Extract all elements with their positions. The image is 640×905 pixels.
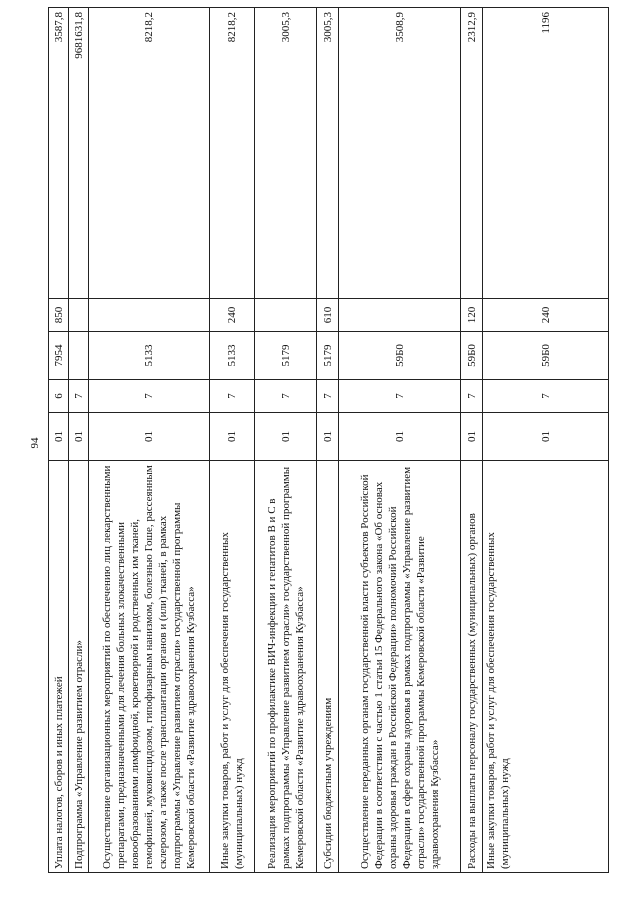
amount: 3587,8 bbox=[49, 8, 69, 299]
amount: 3005,3 bbox=[255, 8, 317, 299]
target-code: 5133 bbox=[89, 332, 210, 380]
target-code: 5133 bbox=[210, 332, 255, 380]
subsection-code: 7 bbox=[339, 380, 461, 413]
row-name: Осуществление организационных мероприятий по обеспечению лиц лекарственными препаратами, предназначенными для лечения больных злокачественными новообразованиями лимфоидной, кроветворной и родственных им тканей, гемофилией, муковисцидозом, гипофизарным нанизмом, болезнью Гоше, рассеянным склерозом, а также после трансплантации органов и (или) тканей, в рамках подпрограммы «Управление развитием отрасли» государственной программы Кемеровской области «Развитие здравоохранения Кузбасса» bbox=[89, 461, 210, 873]
expense-type-code bbox=[255, 299, 317, 332]
table-row bbox=[69, 8, 89, 873]
section-code: 01 bbox=[210, 413, 255, 461]
target-code bbox=[69, 332, 89, 380]
amount: 8218,2 bbox=[210, 8, 255, 299]
budget-table-rotated bbox=[48, 8, 608, 873]
row-name: Реализация мероприятий по профилактике ВИЧ-инфекции и гепатитов В и С в рамках подпрограммы «Управление развитием отрасли» государственной программы Кемеровской области «Развитие здравоохранения Кузбасса» bbox=[255, 461, 317, 873]
table-row bbox=[210, 8, 255, 873]
section-code: 01 bbox=[339, 413, 461, 461]
section-code: 01 bbox=[255, 413, 317, 461]
target-code: 59Б0 bbox=[483, 332, 609, 380]
table-row bbox=[255, 8, 317, 873]
table-row bbox=[317, 8, 339, 873]
section-code: 01 bbox=[317, 413, 339, 461]
amount: 8218,2 bbox=[89, 8, 210, 299]
expense-type-code: 240 bbox=[210, 299, 255, 332]
expense-type-code: 610 bbox=[317, 299, 339, 332]
target-code: 5179 bbox=[317, 332, 339, 380]
target-code: 5179 bbox=[255, 332, 317, 380]
expense-type-code bbox=[89, 299, 210, 332]
row-name: Иные закупки товаров, работ и услуг для обеспечения государственных (муниципальных) нужд bbox=[210, 461, 255, 873]
table-row bbox=[461, 8, 483, 873]
table-row bbox=[89, 8, 210, 873]
section-code: 01 bbox=[49, 413, 69, 461]
table-row bbox=[339, 8, 461, 873]
row-name: Осуществление переданных органам государственной власти субъектов Российской Федерации в соответствии с частью 1 статьи 15 Федерального закона «Об основах охраны здоровья граждан в Российской Федерации» полномочий Российской Федерации в сфере охраны здоровья в рамках подпрограммы «Управление развитием отрасли» государственной программы Кемеровской области «Развитие здравоохранения Кузбасса» bbox=[339, 461, 461, 873]
subsection-code: 6 bbox=[49, 380, 69, 413]
page-number: 94 bbox=[29, 437, 41, 449]
amount: 2312,9 bbox=[461, 8, 483, 299]
table-row bbox=[483, 8, 609, 873]
section-code: 01 bbox=[461, 413, 483, 461]
amount: 9681631,8 bbox=[69, 8, 89, 299]
expense-type-code bbox=[339, 299, 461, 332]
target-code: 59Б0 bbox=[339, 332, 461, 380]
subsection-code: 7 bbox=[461, 380, 483, 413]
subsection-code: 7 bbox=[89, 380, 210, 413]
row-name: Иные закупки товаров, работ и услуг для обеспечения государственных (муниципальных) нужд bbox=[483, 461, 609, 873]
amount: 1196 bbox=[483, 8, 609, 299]
row-name: Уплата налогов, сборов и иных платежей bbox=[49, 461, 69, 873]
amount: 3005,3 bbox=[317, 8, 339, 299]
section-code: 01 bbox=[69, 413, 89, 461]
subsection-code: 7 bbox=[317, 380, 339, 413]
expense-type-code: 120 bbox=[461, 299, 483, 332]
expense-type-code: 240 bbox=[483, 299, 609, 332]
section-code: 01 bbox=[483, 413, 609, 461]
expense-type-code: 850 bbox=[49, 299, 69, 332]
table-row bbox=[49, 8, 69, 873]
expense-type-code bbox=[69, 299, 89, 332]
subsection-code: 7 bbox=[210, 380, 255, 413]
subsection-code: 7 bbox=[255, 380, 317, 413]
row-name: Субсидии бюджетным учреждениям bbox=[317, 461, 339, 873]
target-code: 59Б0 bbox=[461, 332, 483, 380]
subsection-code: 7 bbox=[69, 380, 89, 413]
section-code: 01 bbox=[89, 413, 210, 461]
row-name: Подпрограмма «Управление развитием отрасли» bbox=[69, 461, 89, 873]
target-code: 7954 bbox=[49, 332, 69, 380]
subsection-code: 7 bbox=[483, 380, 609, 413]
row-name: Расходы на выплаты персоналу государственных (муниципальных) органов bbox=[461, 461, 483, 873]
amount: 3508,9 bbox=[339, 8, 461, 299]
budget-table bbox=[48, 7, 609, 873]
